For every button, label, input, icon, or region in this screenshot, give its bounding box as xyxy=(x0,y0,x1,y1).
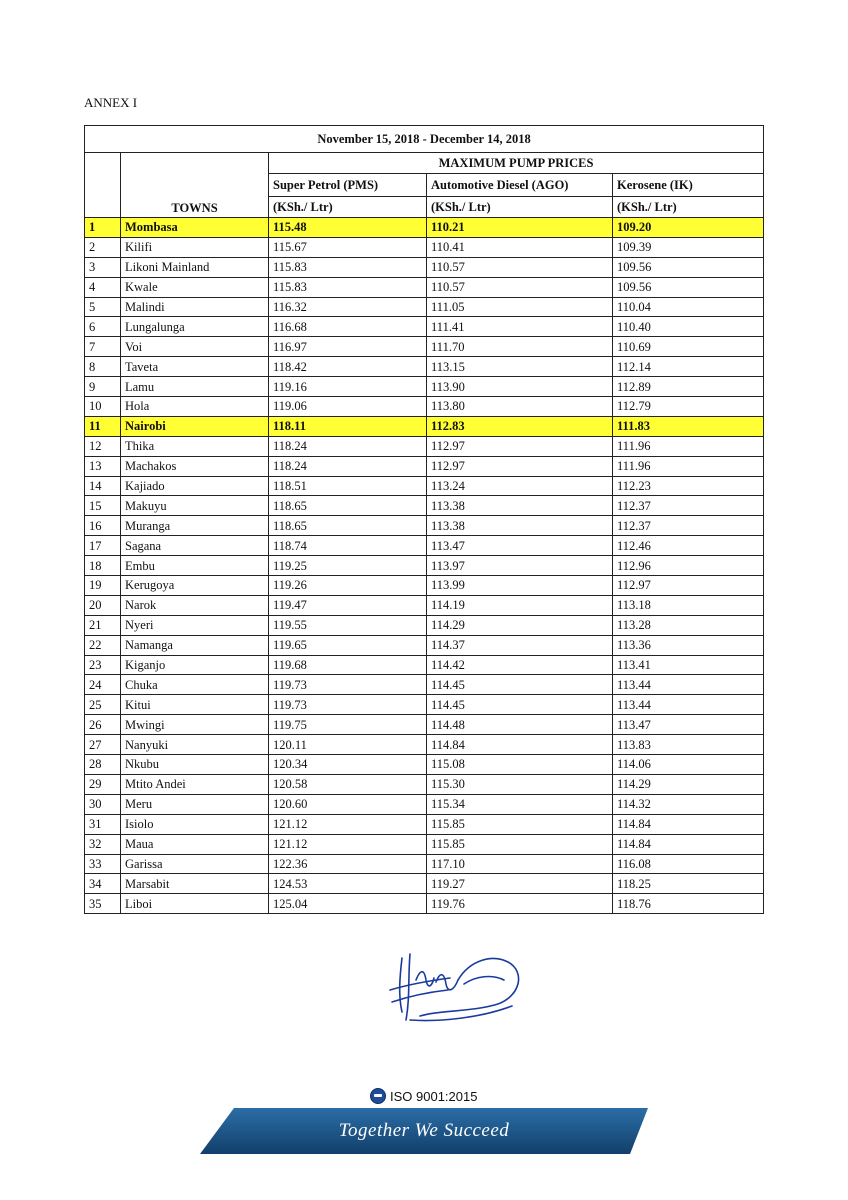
price-ik: 112.37 xyxy=(613,496,764,516)
row-number: 25 xyxy=(85,695,121,715)
fuel-header-ik: Kerosene (IK) xyxy=(613,174,764,197)
price-pms: 115.48 xyxy=(269,218,427,238)
row-number: 17 xyxy=(85,536,121,556)
price-ago: 115.30 xyxy=(427,774,613,794)
price-ago: 114.29 xyxy=(427,615,613,635)
table-row xyxy=(85,377,764,397)
price-pms: 119.55 xyxy=(269,615,427,635)
town-name: Likoni Mainland xyxy=(121,257,269,277)
table-row xyxy=(85,337,764,357)
pump-prices-table xyxy=(84,125,764,914)
price-ik: 111.83 xyxy=(613,416,764,436)
table-row xyxy=(85,874,764,894)
town-name: Kitui xyxy=(121,695,269,715)
price-pms: 122.36 xyxy=(269,854,427,874)
row-number: 12 xyxy=(85,436,121,456)
price-pms: 118.24 xyxy=(269,436,427,456)
towns-header: TOWNS xyxy=(121,153,269,218)
price-ago: 115.85 xyxy=(427,814,613,834)
price-ik: 109.39 xyxy=(613,237,764,257)
row-number: 29 xyxy=(85,774,121,794)
price-pms: 118.65 xyxy=(269,516,427,536)
price-ago: 114.84 xyxy=(427,735,613,755)
price-ago: 112.97 xyxy=(427,436,613,456)
row-number: 26 xyxy=(85,715,121,735)
town-name: Muranga xyxy=(121,516,269,536)
town-name: Marsabit xyxy=(121,874,269,894)
row-number: 31 xyxy=(85,814,121,834)
town-name: Lamu xyxy=(121,377,269,397)
table-row xyxy=(85,635,764,655)
table-row xyxy=(85,237,764,257)
price-ik: 112.79 xyxy=(613,397,764,417)
price-pms: 121.12 xyxy=(269,814,427,834)
table-row xyxy=(85,675,764,695)
price-rows xyxy=(85,218,764,914)
row-number: 15 xyxy=(85,496,121,516)
town-name: Namanga xyxy=(121,635,269,655)
price-pms: 120.60 xyxy=(269,794,427,814)
price-ik: 114.32 xyxy=(613,794,764,814)
price-pms: 115.67 xyxy=(269,237,427,257)
town-name: Kajiado xyxy=(121,476,269,496)
row-number: 8 xyxy=(85,357,121,377)
price-ik: 118.25 xyxy=(613,874,764,894)
town-name: Hola xyxy=(121,397,269,417)
price-ik: 112.96 xyxy=(613,556,764,576)
row-number: 24 xyxy=(85,675,121,695)
price-ago: 113.38 xyxy=(427,516,613,536)
table-row xyxy=(85,416,764,436)
table-row xyxy=(85,536,764,556)
price-ago: 113.97 xyxy=(427,556,613,576)
row-number: 1 xyxy=(85,218,121,238)
row-number: 16 xyxy=(85,516,121,536)
fuel-header-ago: Automotive Diesel (AGO) xyxy=(427,174,613,197)
price-pms: 115.83 xyxy=(269,277,427,297)
row-number: 7 xyxy=(85,337,121,357)
signature xyxy=(380,940,530,1030)
town-name: Embu xyxy=(121,556,269,576)
price-ago: 113.99 xyxy=(427,576,613,596)
town-name: Malindi xyxy=(121,297,269,317)
price-ago: 114.37 xyxy=(427,635,613,655)
table-row xyxy=(85,397,764,417)
town-name: Nairobi xyxy=(121,416,269,436)
price-ago: 113.24 xyxy=(427,476,613,496)
price-ago: 110.21 xyxy=(427,218,613,238)
row-number: 28 xyxy=(85,755,121,775)
row-number: 11 xyxy=(85,416,121,436)
price-ik: 109.56 xyxy=(613,277,764,297)
price-ik: 109.20 xyxy=(613,218,764,238)
annex-label: ANNEX I xyxy=(84,95,138,110)
price-ik: 114.84 xyxy=(613,834,764,854)
price-ik: 110.69 xyxy=(613,337,764,357)
price-ago: 112.83 xyxy=(427,416,613,436)
unit-header-pms: (KSh./ Ltr) xyxy=(269,197,427,218)
table-row xyxy=(85,755,764,775)
town-name: Voi xyxy=(121,337,269,357)
row-number: 6 xyxy=(85,317,121,337)
town-name: Garissa xyxy=(121,854,269,874)
price-pms: 118.11 xyxy=(269,416,427,436)
price-ik: 114.84 xyxy=(613,814,764,834)
price-pms: 119.73 xyxy=(269,695,427,715)
table-row xyxy=(85,257,764,277)
price-ik: 114.29 xyxy=(613,774,764,794)
town-name: Mwingi xyxy=(121,715,269,735)
price-ago: 113.15 xyxy=(427,357,613,377)
town-name: Lungalunga xyxy=(121,317,269,337)
row-number: 14 xyxy=(85,476,121,496)
number-column-header xyxy=(85,153,121,218)
row-number: 34 xyxy=(85,874,121,894)
table-row xyxy=(85,218,764,238)
row-number: 9 xyxy=(85,377,121,397)
price-pms: 118.65 xyxy=(269,496,427,516)
price-pms: 124.53 xyxy=(269,874,427,894)
price-ik: 111.96 xyxy=(613,456,764,476)
price-ago: 117.10 xyxy=(427,854,613,874)
price-ik: 113.18 xyxy=(613,595,764,615)
iso-text: ISO 9001:2015 xyxy=(390,1088,478,1104)
town-name: Taveta xyxy=(121,357,269,377)
town-name: Nanyuki xyxy=(121,735,269,755)
price-ik: 110.04 xyxy=(613,297,764,317)
iso-certification xyxy=(370,1088,477,1104)
row-number: 23 xyxy=(85,655,121,675)
price-ago: 110.41 xyxy=(427,237,613,257)
price-ik: 118.76 xyxy=(613,894,764,914)
price-ik: 112.14 xyxy=(613,357,764,377)
price-ago: 114.19 xyxy=(427,595,613,615)
town-name: Maua xyxy=(121,834,269,854)
max-pump-prices-header: MAXIMUM PUMP PRICES xyxy=(269,153,764,174)
row-number: 32 xyxy=(85,834,121,854)
price-ik: 111.96 xyxy=(613,436,764,456)
price-ik: 109.56 xyxy=(613,257,764,277)
table-row xyxy=(85,556,764,576)
unit-header-ago: (KSh./ Ltr) xyxy=(427,197,613,218)
price-ago: 110.57 xyxy=(427,277,613,297)
row-number: 19 xyxy=(85,576,121,596)
row-number: 5 xyxy=(85,297,121,317)
table-row xyxy=(85,774,764,794)
price-pms: 118.42 xyxy=(269,357,427,377)
price-pms: 118.74 xyxy=(269,536,427,556)
price-pms: 125.04 xyxy=(269,894,427,914)
price-ago: 110.57 xyxy=(427,257,613,277)
price-ago: 114.45 xyxy=(427,675,613,695)
price-ik: 113.83 xyxy=(613,735,764,755)
price-ik: 113.47 xyxy=(613,715,764,735)
table-row xyxy=(85,357,764,377)
price-ago: 111.70 xyxy=(427,337,613,357)
table-row xyxy=(85,794,764,814)
price-ago: 115.34 xyxy=(427,794,613,814)
town-name: Machakos xyxy=(121,456,269,476)
price-pms: 115.83 xyxy=(269,257,427,277)
unit-header-ik: (KSh./ Ltr) xyxy=(613,197,764,218)
row-number: 20 xyxy=(85,595,121,615)
table-row xyxy=(85,735,764,755)
row-number: 27 xyxy=(85,735,121,755)
price-ik: 116.08 xyxy=(613,854,764,874)
town-name: Narok xyxy=(121,595,269,615)
slogan-text: Together We Succeed xyxy=(338,1120,510,1141)
town-name: Mombasa xyxy=(121,218,269,238)
table-row xyxy=(85,595,764,615)
row-number: 33 xyxy=(85,854,121,874)
row-number: 18 xyxy=(85,556,121,576)
row-number: 13 xyxy=(85,456,121,476)
price-ik: 112.46 xyxy=(613,536,764,556)
price-ik: 113.41 xyxy=(613,655,764,675)
table-row xyxy=(85,854,764,874)
price-pms: 119.75 xyxy=(269,715,427,735)
price-ago: 113.38 xyxy=(427,496,613,516)
fuel-header-pms: Super Petrol (PMS) xyxy=(269,174,427,197)
table-row xyxy=(85,277,764,297)
price-ago: 119.27 xyxy=(427,874,613,894)
price-pms: 120.58 xyxy=(269,774,427,794)
price-pms: 118.24 xyxy=(269,456,427,476)
price-ik: 110.40 xyxy=(613,317,764,337)
table-row xyxy=(85,814,764,834)
table-row xyxy=(85,456,764,476)
price-ago: 112.97 xyxy=(427,456,613,476)
town-name: Meru xyxy=(121,794,269,814)
price-pms: 120.34 xyxy=(269,755,427,775)
town-name: Mtito Andei xyxy=(121,774,269,794)
price-pms: 121.12 xyxy=(269,834,427,854)
price-ik: 112.37 xyxy=(613,516,764,536)
row-number: 10 xyxy=(85,397,121,417)
town-name: Liboi xyxy=(121,894,269,914)
row-number: 2 xyxy=(85,237,121,257)
price-pms: 119.06 xyxy=(269,397,427,417)
price-ik: 113.28 xyxy=(613,615,764,635)
price-pms: 118.51 xyxy=(269,476,427,496)
price-pms: 119.68 xyxy=(269,655,427,675)
town-name: Isiolo xyxy=(121,814,269,834)
town-name: Kiganjo xyxy=(121,655,269,675)
price-ik: 113.44 xyxy=(613,675,764,695)
town-name: Sagana xyxy=(121,536,269,556)
price-ago: 119.76 xyxy=(427,894,613,914)
table-row xyxy=(85,317,764,337)
price-ik: 112.89 xyxy=(613,377,764,397)
price-pms: 119.26 xyxy=(269,576,427,596)
price-pms: 119.16 xyxy=(269,377,427,397)
price-ik: 113.44 xyxy=(613,695,764,715)
row-number: 21 xyxy=(85,615,121,635)
table-row xyxy=(85,695,764,715)
table-row xyxy=(85,297,764,317)
town-name: Kilifi xyxy=(121,237,269,257)
price-pms: 119.25 xyxy=(269,556,427,576)
row-number: 35 xyxy=(85,894,121,914)
price-pms: 116.32 xyxy=(269,297,427,317)
table-row xyxy=(85,576,764,596)
price-ago: 113.90 xyxy=(427,377,613,397)
row-number: 4 xyxy=(85,277,121,297)
price-pms: 116.97 xyxy=(269,337,427,357)
price-ik: 112.23 xyxy=(613,476,764,496)
table-row xyxy=(85,655,764,675)
town-name: Kerugoya xyxy=(121,576,269,596)
town-name: Kwale xyxy=(121,277,269,297)
table-row xyxy=(85,894,764,914)
price-ago: 115.85 xyxy=(427,834,613,854)
price-pms: 120.11 xyxy=(269,735,427,755)
town-name: Nyeri xyxy=(121,615,269,635)
town-name: Chuka xyxy=(121,675,269,695)
table-row xyxy=(85,476,764,496)
table-row xyxy=(85,436,764,456)
row-number: 3 xyxy=(85,257,121,277)
price-pms: 116.68 xyxy=(269,317,427,337)
town-name: Thika xyxy=(121,436,269,456)
period-header: November 15, 2018 - December 14, 2018 xyxy=(85,126,764,153)
price-ago: 111.41 xyxy=(427,317,613,337)
iso-badge-icon xyxy=(370,1088,386,1104)
town-name: Makuyu xyxy=(121,496,269,516)
table-row xyxy=(85,715,764,735)
price-pms: 119.47 xyxy=(269,595,427,615)
price-ago: 113.47 xyxy=(427,536,613,556)
price-ago: 115.08 xyxy=(427,755,613,775)
table-row xyxy=(85,516,764,536)
table-row xyxy=(85,615,764,635)
price-ago: 114.45 xyxy=(427,695,613,715)
table-row xyxy=(85,834,764,854)
row-number: 30 xyxy=(85,794,121,814)
price-ik: 112.97 xyxy=(613,576,764,596)
table-row xyxy=(85,496,764,516)
price-ago: 111.05 xyxy=(427,297,613,317)
row-number: 22 xyxy=(85,635,121,655)
town-name: Nkubu xyxy=(121,755,269,775)
price-ik: 113.36 xyxy=(613,635,764,655)
price-ago: 113.80 xyxy=(427,397,613,417)
price-pms: 119.73 xyxy=(269,675,427,695)
price-ago: 114.42 xyxy=(427,655,613,675)
price-pms: 119.65 xyxy=(269,635,427,655)
price-ago: 114.48 xyxy=(427,715,613,735)
price-ik: 114.06 xyxy=(613,755,764,775)
